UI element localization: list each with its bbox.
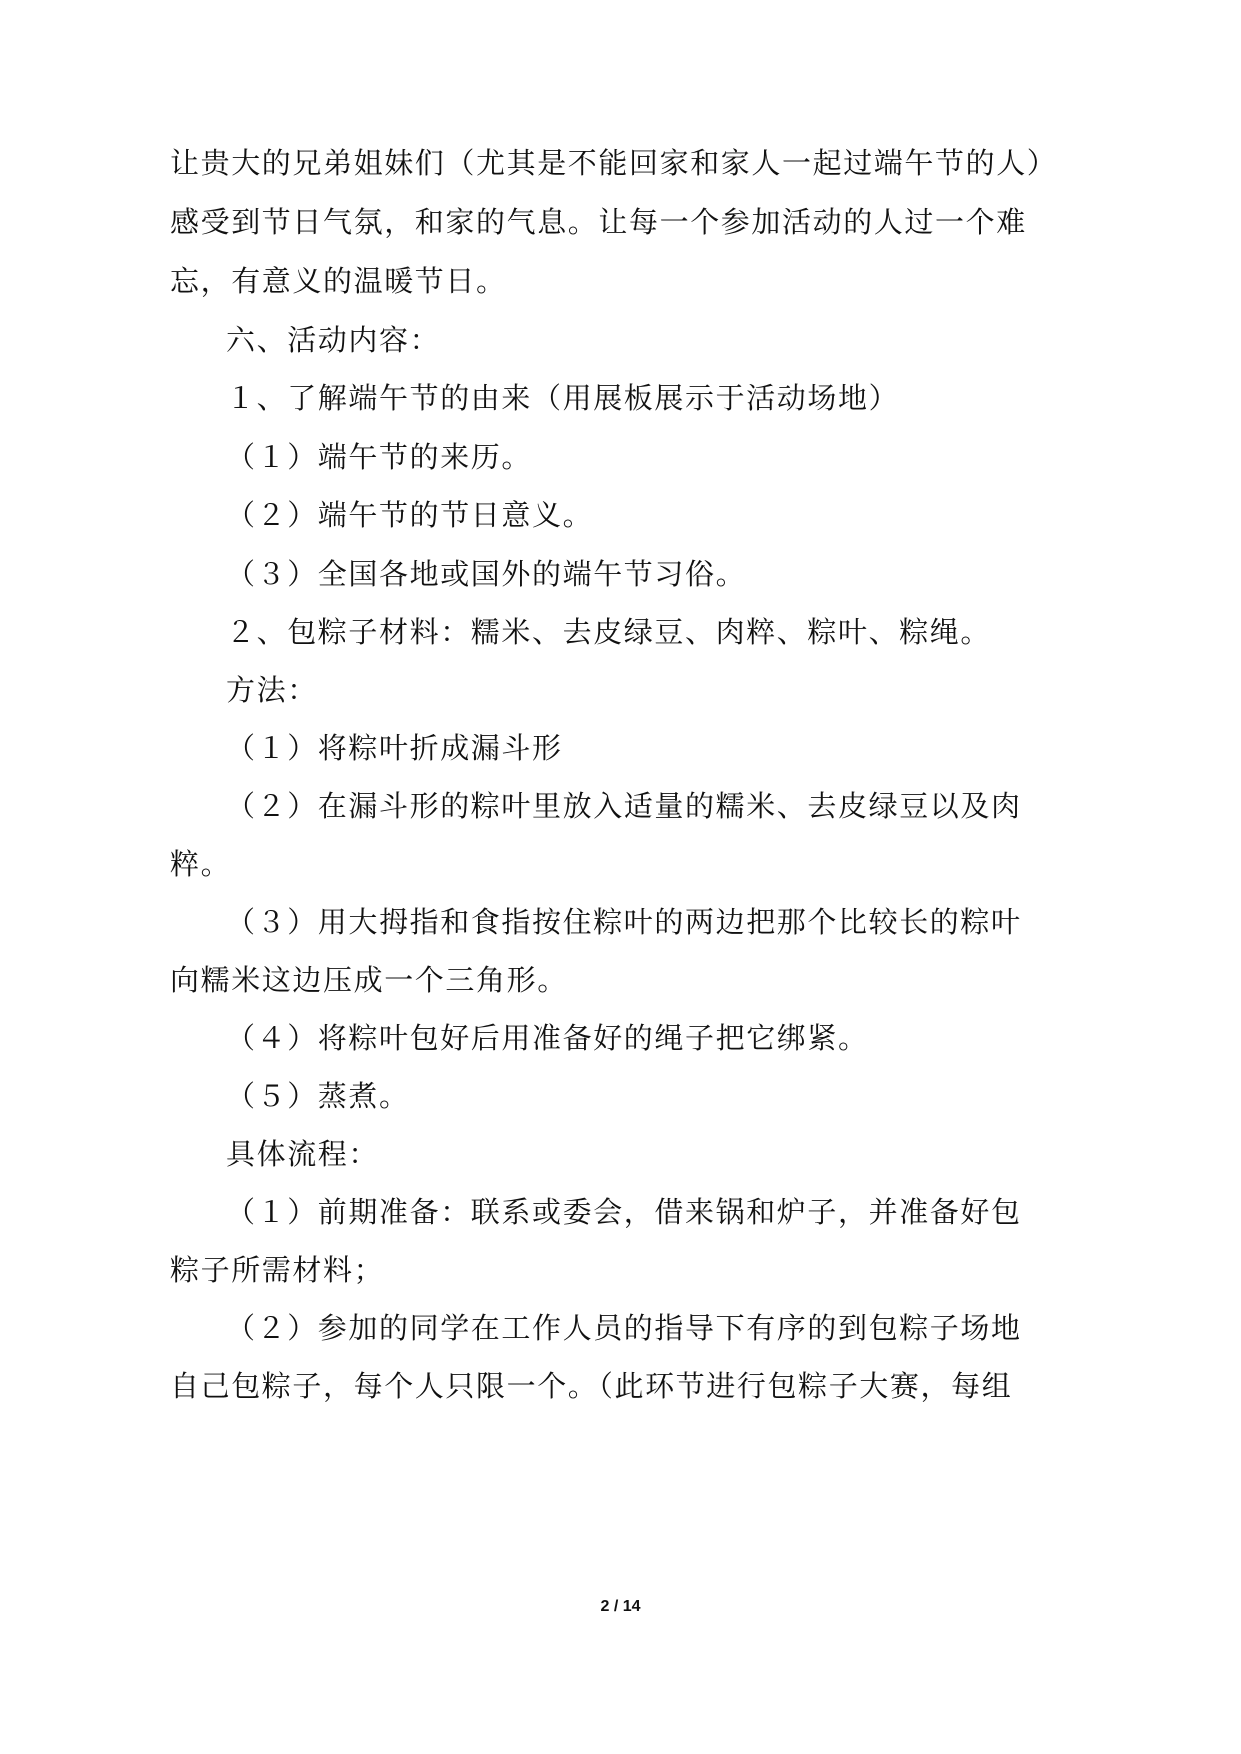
subheading: 方法： <box>226 673 318 707</box>
text-line: 忘，有意义的温暖节日。 <box>170 264 507 298</box>
text-line: 粽子所需材料； <box>170 1253 385 1287</box>
text-line: 让贵大的兄弟姐妹们（尤其是不能回家和家人一起过端午节的人） <box>170 146 1058 180</box>
list-item: （１）将粽叶折成漏斗形 <box>226 731 563 765</box>
list-item: （３）全国各地或国外的端午节习俗。 <box>226 557 747 591</box>
subheading: 具体流程： <box>226 1137 380 1171</box>
text-line: 向糯米这边压成一个三角形。 <box>170 963 568 997</box>
list-item: （１）前期准备：联系或委会，借来锅和炉子，并准备好包 <box>226 1195 1022 1229</box>
text-line: 感受到节日气氛，和家的气息。让每一个参加活动的人过一个难 <box>170 205 1027 239</box>
text-line: 自己包粽子，每个人只限一个。（此环节进行包粽子大赛，每组 <box>170 1369 1013 1403</box>
list-item: （２）在漏斗形的粽叶里放入适量的糯米、去皮绿豆以及肉 <box>226 789 1022 823</box>
page-number: 2 / 14 <box>600 1598 641 1615</box>
list-item: （３）用大拇指和食指按住粽叶的两边把那个比较长的粽叶 <box>226 905 1022 939</box>
list-item: （１）端午节的来历。 <box>226 440 533 474</box>
list-item: （２）端午节的节日意义。 <box>226 498 594 532</box>
text-line: 粹。 <box>170 847 232 881</box>
list-item: ２、包粽子材料：糯米、去皮绿豆、肉粹、粽叶、粽绳。 <box>226 615 992 649</box>
list-item: （４）将粽叶包好后用准备好的绳子把它绑紧。 <box>226 1021 869 1055</box>
list-item: １、了解端午节的由来（用展板展示于活动场地） <box>226 381 900 415</box>
list-item: （５）蒸煮。 <box>226 1079 410 1113</box>
list-item: （２）参加的同学在工作人员的指导下有序的到包粽子场地 <box>226 1311 1022 1345</box>
section-heading: 六、活动内容： <box>226 323 441 357</box>
